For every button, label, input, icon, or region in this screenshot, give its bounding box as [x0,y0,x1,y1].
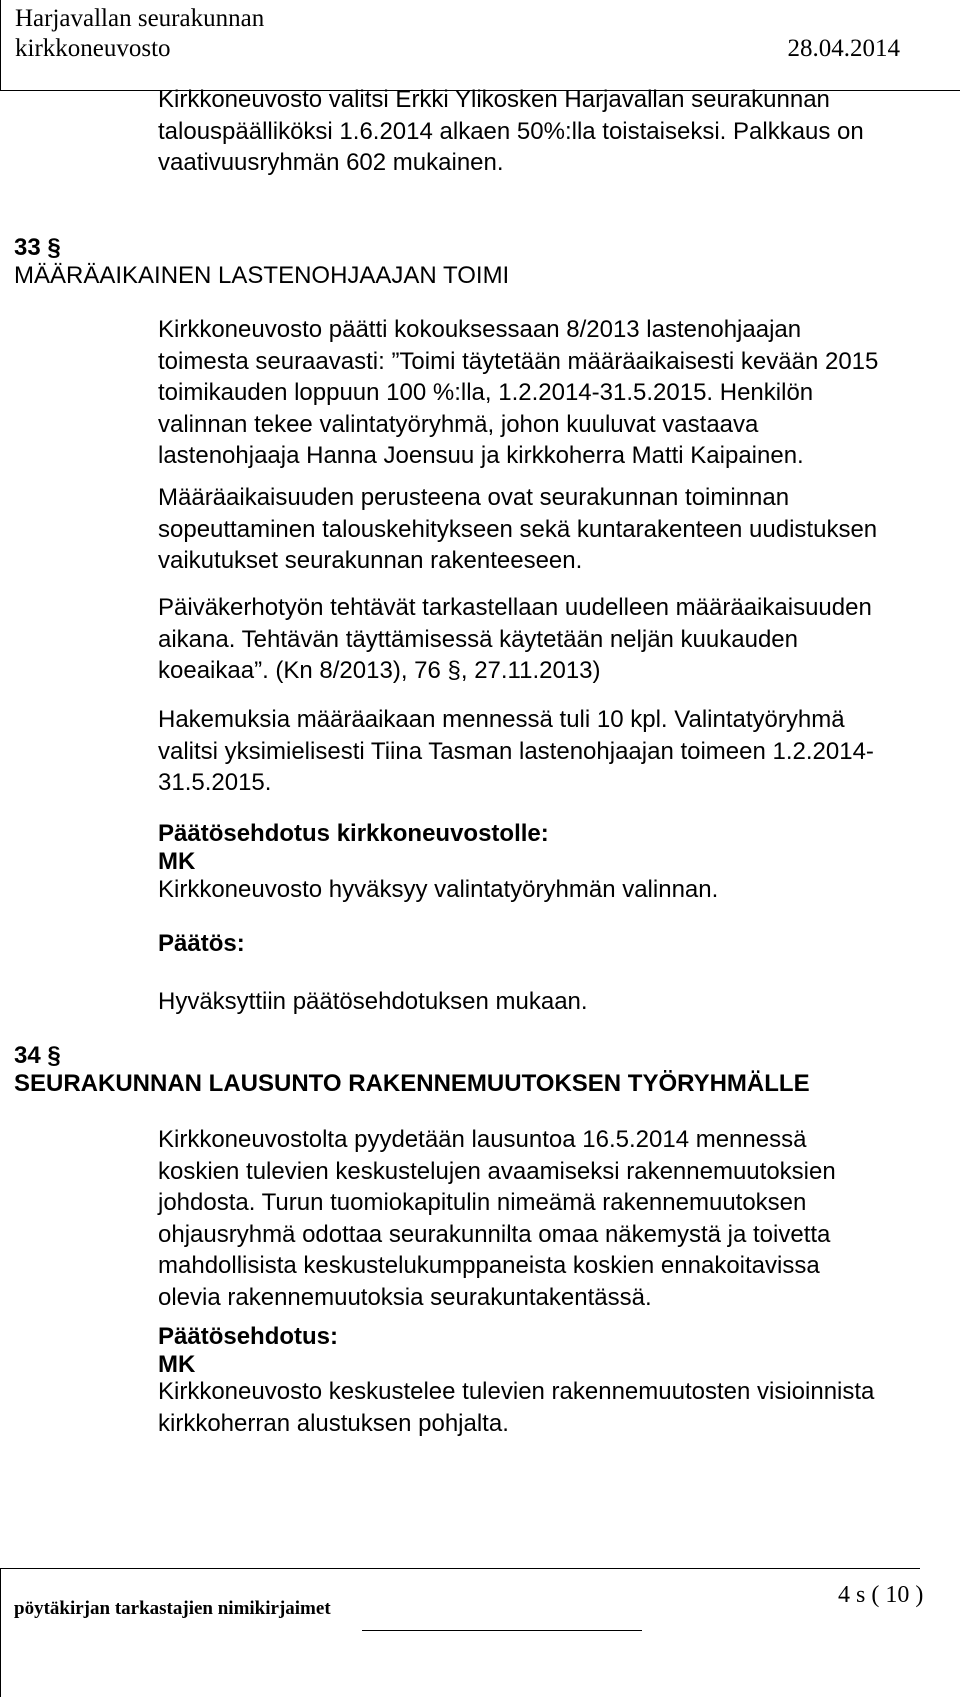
section-33-paragraph-1 [158,314,958,472]
text-line: lastenohjaaja Hanna Joensuu ja kirkkoherra Matti Kaipainen. [158,442,804,469]
section-33-decision-text: Hyväksyttiin päätösehdotuksen mukaan. [158,988,588,1015]
text-line: aikana. Tehtävän täyttämisessä käytetään neljän kuukauden [158,625,798,653]
text-line: johdosta. Turun tuomiokapitulin nimeämä rakennemuutoksen [158,1189,807,1216]
header-body-name: kirkkoneuvosto [15,35,171,62]
text-line: mahdollisista keskustelukumppaneista koskien ennakoitavissa [158,1252,820,1279]
section-33-number: 33 § [14,234,61,261]
footer-rule [0,1568,920,1569]
section-33-paragraph-4 [158,704,958,799]
text-line: Kirkkoneuvosto päätti kokouksessaan 8/2013 lastenohjaajan [158,316,802,343]
signature-line [362,1630,642,1631]
text-line: Päiväkerhotyön tehtävät tarkastellaan uudelleen määräaikaisuuden [158,594,872,621]
footer-left-rule [0,1568,1,1697]
text-line: koeaikaa”. (Kn 8/2013), 76 §, 27.11.2013) [158,657,601,684]
section-34-title: SEURAKUNNAN LAUSUNTO RAKENNEMUUTOKSEN TYÖRYHMÄLLE [14,1070,810,1097]
text-line: vaativuusryhmän 602 mukainen. [158,149,504,176]
text-line: ohjausryhmä odottaa seurakunnilta omaa näkemystä ja toivetta [158,1220,831,1248]
text-line: sopeuttaminen talouskehitykseen sekä kuntarakenteen uudistuksen [158,515,878,543]
section-33-title: MÄÄRÄAIKAINEN LASTENOHJAAJAN TOIMI [14,262,510,289]
section-33-paragraph-3 [158,592,958,687]
intro-paragraph [158,84,958,179]
text-line: talouspäälliköksi 1.6.2014 alkaen 50%:lla toistaiseksi. Palkkaus on [158,117,864,145]
text-line: Kirkkoneuvosto valitsi Erkki Ylikosken Harjavallan seurakunnan [158,86,830,113]
section-33-paragraph-2 [158,482,958,577]
text-line: 31.5.2015. [158,769,272,796]
text-line: Kirkkoneuvosto keskustelee tulevien rakennemuutosten visioinnista [158,1378,875,1405]
section-34-number: 34 § [14,1042,61,1069]
section-33-proposal-text: Kirkkoneuvosto hyväksyy valintatyöryhmän valinnan. [158,876,719,903]
section-34-proposal-text [158,1376,958,1439]
section-34-proposer: MK [158,1351,196,1378]
text-line: koskien tulevien keskustelujen avaamiseksi rakennemuutoksien [158,1157,836,1185]
section-34-proposal-label: Päätösehdotus: [158,1323,339,1350]
page-number: 4 s ( 10 ) [838,1582,924,1608]
text-line: kirkkoherran alustuksen pohjalta. [158,1409,509,1437]
text-line: vaikutukset seurakunnan rakenteeseen. [158,547,583,574]
footer-signature-label: pöytäkirjan tarkastajien nimikirjaimet [14,1598,331,1619]
text-line: toimikauden loppuun 100 %:lla, 1.2.2014-31.5.2015. Henkilön [158,379,814,406]
section-34-paragraph-1 [158,1124,958,1313]
header-date: 28.04.2014 [787,35,900,62]
header-left-rule [0,0,1,90]
section-33-proposer: MK [158,848,196,875]
section-33-decision-label: Päätös: [158,930,245,957]
text-line: olevia rakennemuutoksia seurakuntakentässä. [158,1283,652,1311]
text-line: Määräaikaisuuden perusteena ovat seurakunnan toiminnan [158,484,790,511]
text-line: Kirkkoneuvostolta pyydetään lausuntoa 16.5.2014 mennessä [158,1126,807,1153]
section-33-proposal-label: Päätösehdotus kirkkoneuvostolle: [158,820,549,847]
text-line: Hakemuksia määräaikaan mennessä tuli 10 kpl. Valintatyöryhmä [158,706,845,733]
text-line: valitsi yksimielisesti Tiina Tasman lastenohjaajan toimeen 1.2.2014- [158,737,874,765]
text-line: toimesta seuraavasti: ”Toimi täytetään määräaikaisesti kevään 2015 [158,347,879,375]
text-line: valinnan tekee valintatyöryhmä, johon kuuluvat vastaava [158,410,759,438]
header-organization: Harjavallan seurakunnan [15,5,265,32]
